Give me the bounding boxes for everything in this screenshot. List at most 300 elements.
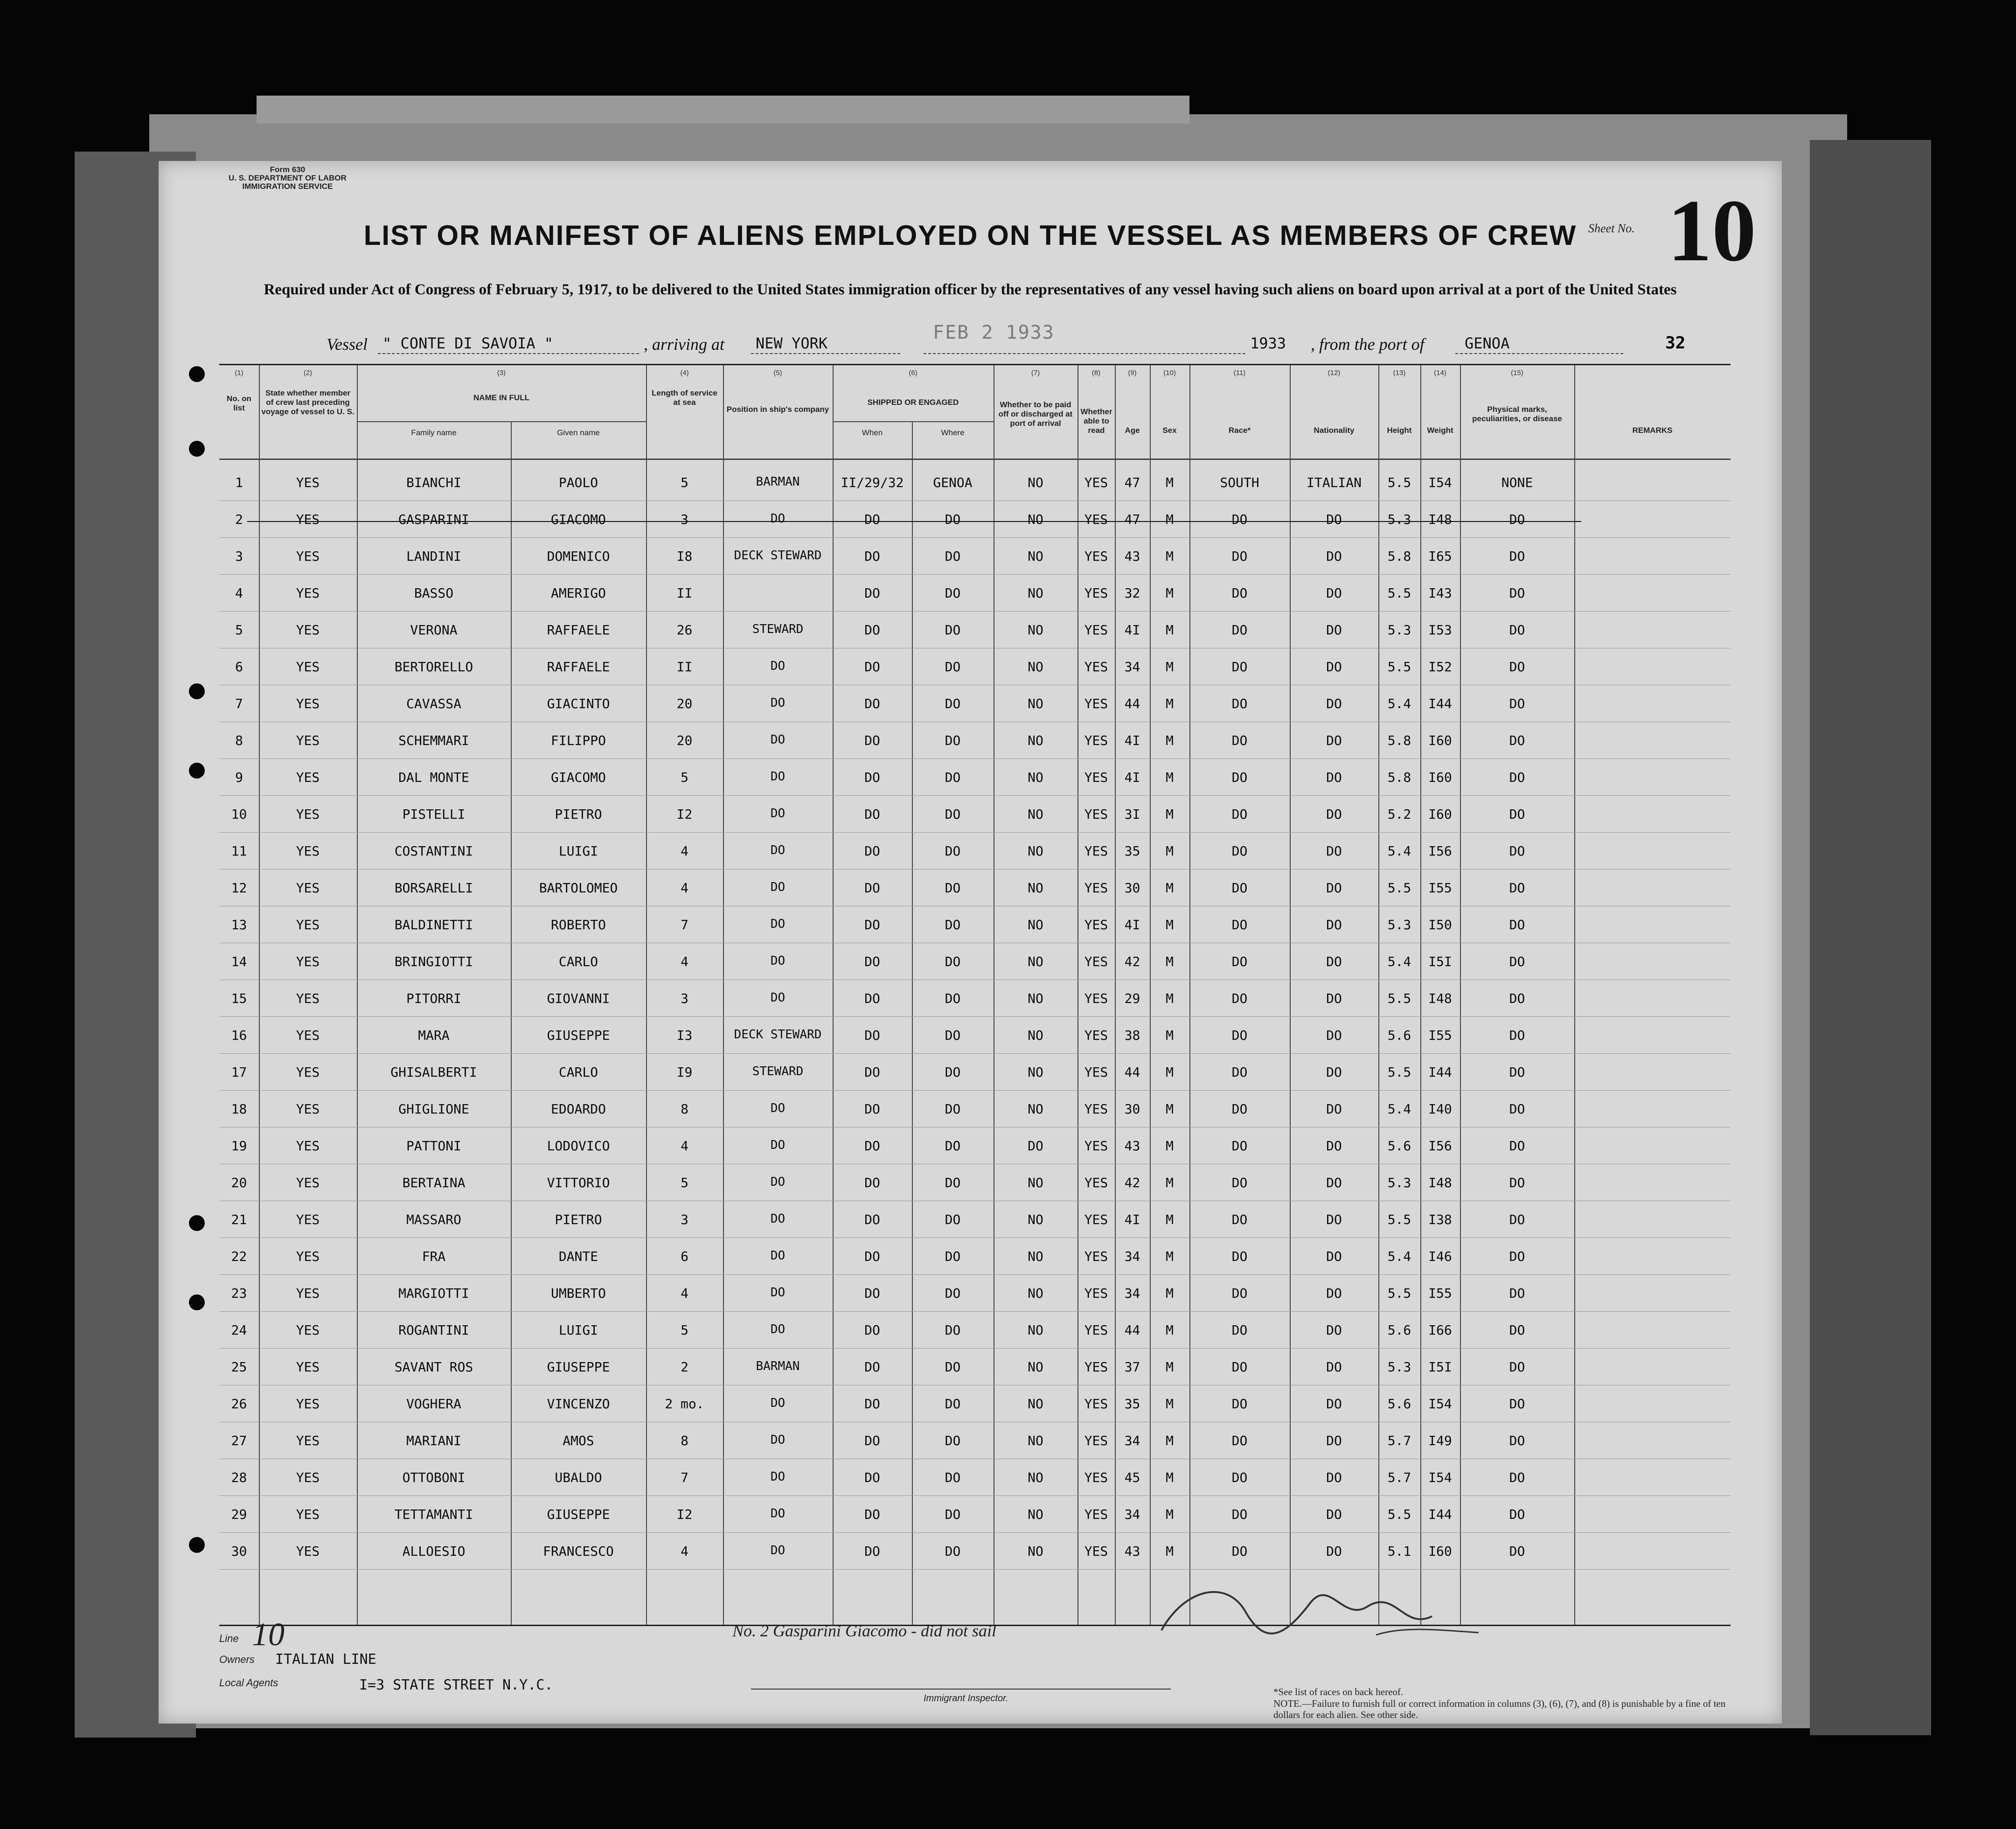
form-number: Form 630 [270,165,306,174]
cell-race: DO [1231,1249,1248,1264]
cell-weight: I48 [1428,991,1452,1006]
cell-race: DO [1231,1101,1248,1117]
cell-nat: DO [1326,1064,1342,1080]
cell-service: I8 [676,549,693,564]
cell-where: DO [945,770,961,785]
cell-paid: NO [1028,1249,1043,1264]
cell-race: DO [1231,622,1248,638]
cell-position: DO [770,1322,786,1336]
cell-no: 21 [231,1212,247,1227]
cell-nat: DO [1326,585,1342,601]
cell-read: YES [1084,954,1108,969]
cell-when: DO [864,1028,880,1043]
cell-service: 26 [676,622,693,638]
cell-given: RAFFAELE [547,659,610,675]
cell-family: BIANCHI [406,475,461,490]
cell-prev: YES [296,1028,320,1043]
cell-age: 34 [1124,659,1140,675]
cell-where: DO [945,1322,961,1338]
cell-height: 5.3 [1387,622,1411,638]
cell-when: DO [864,843,880,859]
cell-read: YES [1084,880,1108,896]
cell-position: DO [770,659,786,673]
cell-sex: M [1166,475,1174,490]
cell-position: DECK STEWARD [734,1028,822,1042]
cell-race: DO [1231,1470,1248,1485]
header-family-name: Family name [411,428,457,437]
cell-sex: M [1166,585,1174,601]
service: IMMIGRATION SERVICE [242,182,333,191]
cell-family: OTTOBONI [402,1470,466,1485]
cell-service: 7 [681,1470,688,1485]
cell-nat: DO [1326,1544,1342,1559]
cell-height: 5.5 [1387,1507,1411,1522]
cell-given: PIETRO [555,1212,602,1227]
cell-nat: DO [1326,1286,1342,1301]
cell-where: DO [945,1101,961,1117]
cell-position: DECK STEWARD [734,549,822,563]
cell-weight: I55 [1428,1286,1452,1301]
header-name-in-full: NAME IN FULL [473,393,529,402]
inspector-signature [1143,1560,1516,1654]
cell-given: FILIPPO [550,733,606,748]
cell-where: DO [945,991,961,1006]
col-num: (3) [497,369,506,377]
cell-weight: I48 [1428,512,1452,527]
cell-where: DO [945,1028,961,1043]
cell-given: UMBERTO [550,1286,606,1301]
cell-sex: M [1166,696,1174,711]
cell-height: 5.4 [1387,1101,1411,1117]
cell-family: GHISALBERTI [390,1064,477,1080]
cell-no: 10 [231,807,247,822]
cell-weight: I44 [1428,1064,1452,1080]
cell-family: MARIANI [406,1433,461,1448]
cell-age: 43 [1124,549,1140,564]
cell-marks: DO [1509,1544,1525,1559]
cell-family: MARGIOTTI [398,1286,469,1301]
cell-when: DO [864,1175,880,1190]
cell-sex: M [1166,1507,1174,1522]
cell-height: 5.6 [1387,1138,1411,1154]
cell-nat: DO [1326,1322,1342,1338]
cell-no: 29 [231,1507,247,1522]
cell-nat: DO [1326,622,1342,638]
cell-given: PAOLO [558,475,598,490]
cell-weight: I55 [1428,1028,1452,1043]
cell-when: DO [864,807,880,822]
cell-sex: M [1166,954,1174,969]
cell-service: 2 [681,1359,688,1375]
owners-value: ITALIAN LINE [275,1651,376,1668]
cell-age: 29 [1124,991,1140,1006]
cell-height: 5.5 [1387,991,1411,1006]
cell-weight: I5I [1428,954,1452,969]
cell-when: DO [864,1322,880,1338]
col-num: (11) [1233,369,1246,377]
cell-sex: M [1166,733,1174,748]
cell-where: DO [945,733,961,748]
cell-prev: YES [296,807,320,822]
cell-race: DO [1231,1544,1248,1559]
cell-where: DO [945,1544,961,1559]
cell-no: 3 [235,549,243,564]
cell-no: 1 [235,475,243,490]
cell-position: DO [770,512,786,526]
cell-sex: M [1166,1286,1174,1301]
cell-service: 3 [681,991,688,1006]
col-num: (4) [680,369,689,377]
header-length-service: Length of service at sea [652,389,717,407]
cell-weight: I60 [1428,1544,1452,1559]
cell-prev: YES [296,1064,320,1080]
cell-nat: DO [1326,696,1342,711]
cell-race: DO [1231,1212,1248,1227]
cell-sex: M [1166,770,1174,785]
cell-paid: NO [1028,917,1043,932]
cell-race: DO [1231,991,1248,1006]
cell-given: VINCENZO [547,1396,610,1412]
cell-height: 5.3 [1387,1175,1411,1190]
cell-race: DO [1231,917,1248,932]
cell-nat: DO [1326,512,1342,527]
col-num: (14) [1434,369,1446,377]
cell-where: DO [945,1138,961,1154]
cell-service: 20 [676,696,693,711]
cell-nat: DO [1326,770,1342,785]
cell-paid: NO [1028,696,1043,711]
cell-nat: DO [1326,1175,1342,1190]
cell-sex: M [1166,880,1174,896]
cell-sex: M [1166,1101,1174,1117]
cell-where: DO [945,917,961,932]
cell-no: 26 [231,1396,247,1412]
cell-given: GIUSEPPE [547,1028,610,1043]
cell-marks: DO [1509,1507,1525,1522]
cell-when: DO [864,1249,880,1264]
back-sheet-right [1810,140,1931,1735]
cell-read: YES [1084,1544,1108,1559]
cell-sex: M [1166,549,1174,564]
cell-family: SAVANT ROS [394,1359,473,1375]
cell-when: DO [864,991,880,1006]
col-num: (9) [1128,369,1137,377]
cell-where: DO [945,1433,961,1448]
cell-read: YES [1084,659,1108,675]
cell-prev: YES [296,1359,320,1375]
cell-weight: I60 [1428,770,1452,785]
cell-weight: I54 [1428,1396,1452,1412]
cell-service: 5 [681,475,688,490]
cell-read: YES [1084,1249,1108,1264]
cell-sex: M [1166,843,1174,859]
cell-where: DO [945,1212,961,1227]
cell-position: DO [770,843,786,857]
cell-marks: DO [1509,843,1525,859]
header-where: Where [941,428,965,437]
cell-paid: NO [1028,1064,1043,1080]
cell-where: DO [945,585,961,601]
cell-where: DO [945,954,961,969]
cell-family: ROGANTINI [398,1322,469,1338]
cell-nat: DO [1326,1396,1342,1412]
cell-prev: YES [296,1249,320,1264]
cell-marks: DO [1509,1212,1525,1227]
cell-sex: M [1166,1064,1174,1080]
cell-marks: DO [1509,622,1525,638]
cell-given: AMERIGO [550,585,606,601]
cell-given: LODOVICO [547,1138,610,1154]
cell-race: DO [1231,512,1248,527]
cell-age: 4I [1124,733,1140,748]
cell-service: 8 [681,1433,688,1448]
cell-read: YES [1084,733,1108,748]
cell-prev: YES [296,549,320,564]
cell-height: 5.3 [1387,512,1411,527]
cell-position: DO [770,954,786,968]
cell-marks: DO [1509,954,1525,969]
cell-nat: DO [1326,1470,1342,1485]
cell-height: 5.5 [1387,1286,1411,1301]
cell-height: 5.1 [1387,1544,1411,1559]
cell-when: DO [864,1507,880,1522]
cell-no: 30 [231,1544,247,1559]
cell-age: 34 [1124,1507,1140,1522]
cell-sex: M [1166,622,1174,638]
cell-sex: M [1166,1138,1174,1154]
cell-prev: YES [296,1101,320,1117]
cell-service: 5 [681,1175,688,1190]
cell-read: YES [1084,1507,1108,1522]
cell-paid: NO [1028,1028,1043,1043]
cell-paid: NO [1028,1396,1043,1412]
penalty-note: NOTE.—Failure to furnish full or correct information in columns (3), (6), (7), and (8) is punishable by a fine of ten dollars for each alien. See other side. [1273,1698,1726,1720]
cell-read: YES [1084,1470,1108,1485]
cell-position: DO [770,1470,786,1484]
cell-given: DANTE [558,1249,598,1264]
cell-nat: DO [1326,1101,1342,1117]
cell-no: 24 [231,1322,247,1338]
cell-position: DO [770,917,786,931]
cell-height: 5.5 [1387,1064,1411,1080]
cell-read: YES [1084,696,1108,711]
col-num: (12) [1328,369,1341,377]
cell-weight: I48 [1428,1175,1452,1190]
vessel-label: Vessel [327,335,368,354]
cell-sex: M [1166,1433,1174,1448]
cell-where: DO [945,1396,961,1412]
cell-when: DO [864,549,880,564]
header-position: Position in ship's company [726,405,829,414]
header-no-on-list: No. on list [227,394,251,412]
cell-service: 6 [681,1249,688,1264]
cell-no: 9 [235,770,243,785]
cell-no: 22 [231,1249,247,1264]
cell-nat: DO [1326,1249,1342,1264]
cell-when: DO [864,1101,880,1117]
cell-where: GENOA [933,475,973,490]
cell-family: PITORRI [406,991,461,1006]
cell-read: YES [1084,1064,1108,1080]
page-subtitle: Required under Act of Congress of February 5, 1917, to be delivered to the United States immigration officer by the representatives of any vessel having such aliens on board upon arrival at a port of the United States [264,281,1677,298]
cell-family: BERTAINA [402,1175,466,1190]
cell-where: DO [945,807,961,822]
cell-read: YES [1084,1101,1108,1117]
cell-paid: NO [1028,549,1043,564]
col-num: (6) [909,369,918,377]
cell-prev: YES [296,1286,320,1301]
cell-position: STEWARD [752,622,804,636]
cell-paid: NO [1028,1286,1043,1301]
cell-weight: I50 [1428,917,1452,932]
cell-height: 5.4 [1387,1249,1411,1264]
header-member-prev: State whether member of crew last preceding voyage of vessel to U. S. [261,389,355,416]
cell-service: 7 [681,917,688,932]
cell-marks: DO [1509,1101,1525,1117]
cell-when: DO [864,733,880,748]
cell-marks: DO [1509,1249,1525,1264]
cell-age: 34 [1124,1286,1140,1301]
cell-race: DO [1231,1507,1248,1522]
cell-marks: DO [1509,1359,1525,1375]
cell-race: DO [1231,1286,1248,1301]
cell-paid: NO [1028,770,1043,785]
cell-weight: I65 [1428,549,1452,564]
cell-service: 3 [681,512,688,527]
cell-service: 4 [681,880,688,896]
cell-no: 27 [231,1433,247,1448]
cell-prev: YES [296,1138,320,1154]
cell-no: 15 [231,991,247,1006]
manifest-ref-number: 32 [1665,334,1686,353]
cell-race: DO [1231,807,1248,822]
cell-given: BARTOLOMEO [539,880,618,896]
cell-when: DO [864,1470,880,1485]
cell-paid: NO [1028,843,1043,859]
cell-family: CAVASSA [406,696,461,711]
cell-race: DO [1231,880,1248,896]
cell-age: 42 [1124,1175,1140,1190]
cell-service: 5 [681,770,688,785]
cell-given: GIACOMO [550,512,606,527]
cell-service: 4 [681,843,688,859]
cell-weight: I46 [1428,1249,1452,1264]
cell-prev: YES [296,512,320,527]
cell-weight: I52 [1428,659,1452,675]
cell-nat: DO [1326,549,1342,564]
cell-age: 45 [1124,1470,1140,1485]
cell-prev: YES [296,1544,320,1559]
cell-read: YES [1084,1138,1108,1154]
cell-when: DO [864,1064,880,1080]
cell-no: 11 [231,843,247,859]
cell-where: DO [945,1359,961,1375]
cell-height: 5.3 [1387,917,1411,932]
cell-prev: YES [296,843,320,859]
cell-position: DO [770,1507,786,1521]
cell-weight: I43 [1428,585,1452,601]
cell-height: 5.8 [1387,770,1411,785]
cell-service: 4 [681,1286,688,1301]
cell-height: 5.7 [1387,1433,1411,1448]
cell-given: GIUSEPPE [547,1507,610,1522]
cell-family: MARA [418,1028,450,1043]
cell-paid: NO [1028,954,1043,969]
cell-race: DO [1231,1396,1248,1412]
cell-age: 35 [1124,1396,1140,1412]
cell-paid: NO [1028,1322,1043,1338]
cell-nat: DO [1326,659,1342,675]
cell-position: DO [770,770,786,784]
cell-sex: M [1166,1396,1174,1412]
cell-no: 17 [231,1064,247,1080]
cell-race: DO [1231,954,1248,969]
cell-age: 4I [1124,770,1140,785]
cell-given: GIACOMO [550,770,606,785]
cell-family: BORSARELLI [394,880,473,896]
cell-paid: NO [1028,1507,1043,1522]
cell-sex: M [1166,1028,1174,1043]
cell-race: DO [1231,1433,1248,1448]
cell-when: DO [864,954,880,969]
cell-given: RAFFAELE [547,622,610,638]
cell-family: GHIGLIONE [398,1101,469,1117]
cell-prev: YES [296,475,320,490]
cell-race: DO [1231,1322,1248,1338]
cell-when: DO [864,659,880,675]
cell-where: DO [945,549,961,564]
cell-paid: NO [1028,1470,1043,1485]
header-paid-off: Whether to be paid off or discharged at port of arrival [998,400,1073,428]
cell-service: 3 [681,1212,688,1227]
cell-height: 5.4 [1387,954,1411,969]
cell-given: AMOS [563,1433,594,1448]
form-header [229,166,347,191]
cell-age: 47 [1124,512,1140,527]
cell-where: DO [945,1064,961,1080]
cell-family: FRA [422,1249,446,1264]
cell-where: DO [945,880,961,896]
cell-age: 30 [1124,880,1140,896]
cell-prev: YES [296,733,320,748]
cell-paid: NO [1028,1433,1043,1448]
cell-position: DO [770,1138,786,1152]
cell-no: 18 [231,1101,247,1117]
cell-given: CARLO [558,1064,598,1080]
strike-through-line [247,521,1581,522]
cell-when: DO [864,1544,880,1559]
cell-nat: DO [1326,843,1342,859]
cell-read: YES [1084,475,1108,490]
cell-paid: NO [1028,1175,1043,1190]
cell-age: 47 [1124,475,1140,490]
cell-prev: YES [296,917,320,932]
cell-service: I9 [676,1064,693,1080]
cell-where: DO [945,512,961,527]
cell-marks: NONE [1501,475,1533,490]
cell-weight: I55 [1428,880,1452,896]
cell-prev: YES [296,1507,320,1522]
cell-race: DO [1231,1028,1248,1043]
cell-read: YES [1084,1286,1108,1301]
owners-label: Owners [219,1654,255,1665]
cell-service: I2 [676,807,693,822]
crew-table [219,364,1731,1626]
cell-no: 13 [231,917,247,932]
sheet-label: Sheet No. [1588,222,1635,235]
cell-prev: YES [296,1433,320,1448]
back-sheet-top [257,96,1189,124]
